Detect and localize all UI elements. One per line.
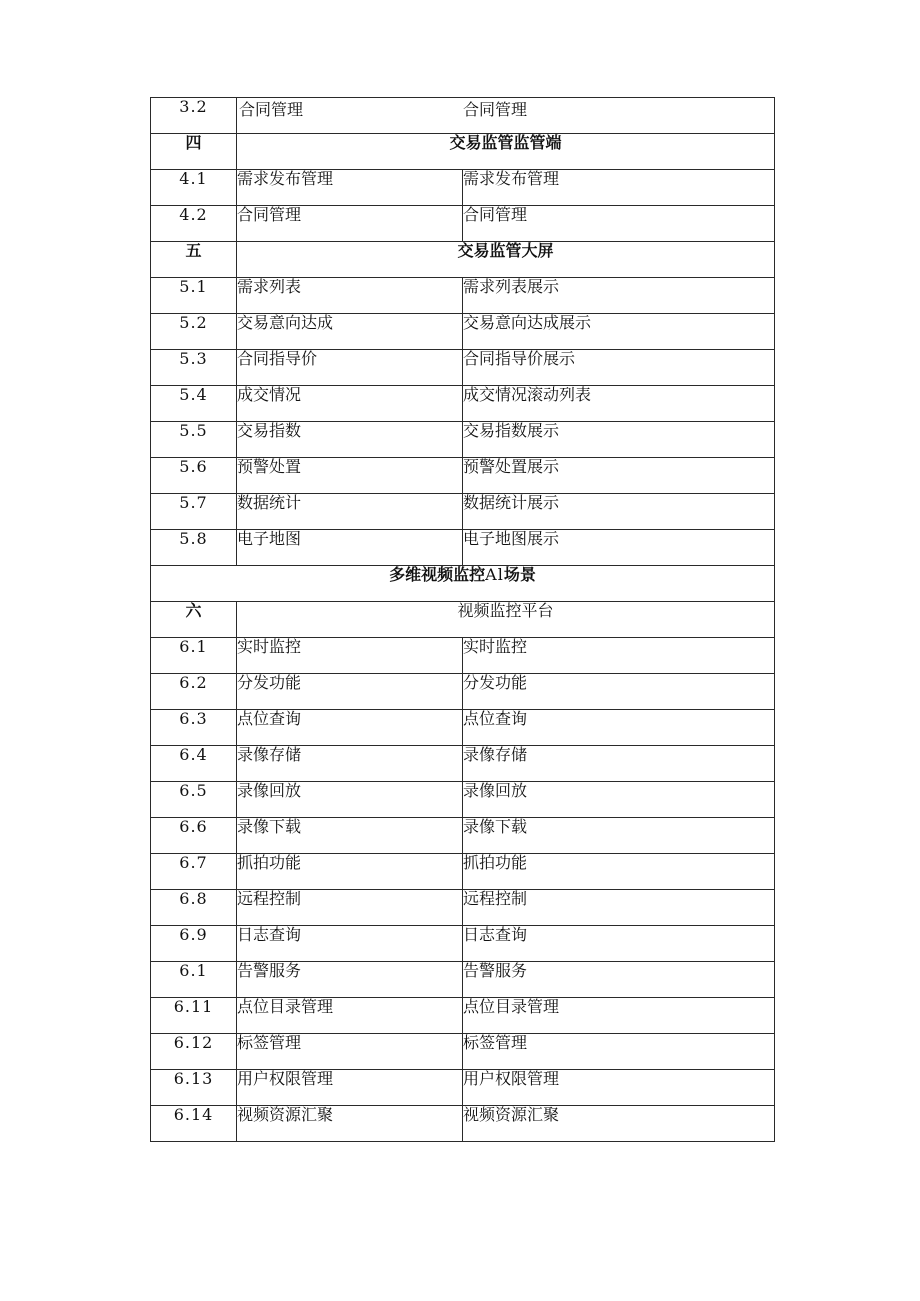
table-row	[151, 530, 775, 566]
section-header-row	[151, 602, 775, 638]
row-number: 6.8	[151, 890, 237, 926]
table-row	[151, 350, 775, 386]
row-description: 点位目录管理	[463, 998, 775, 1034]
row-name: 合同管理	[237, 206, 463, 242]
section-title: 交易监管大屏	[237, 242, 775, 278]
row-name: 成交情况	[237, 386, 463, 422]
row-description: 预警处置展示	[463, 458, 775, 494]
row-description: 成交情况滚动列表	[463, 386, 775, 422]
section-header-row	[151, 242, 775, 278]
row-name: 录像存储	[237, 746, 463, 782]
row-name: 实时监控	[237, 638, 463, 674]
row-number: 6.11	[151, 998, 237, 1034]
row-description: 数据统计展示	[463, 494, 775, 530]
row-description: 抓拍功能	[463, 854, 775, 890]
row-content	[237, 98, 775, 134]
section-header-row	[151, 134, 775, 170]
row-number: 6.1	[151, 638, 237, 674]
row-number: 6.1	[151, 962, 237, 998]
table-row	[151, 638, 775, 674]
row-number: 6.2	[151, 674, 237, 710]
row-description: 用户权限管理	[463, 1070, 775, 1106]
row-name: 录像回放	[237, 782, 463, 818]
table-row	[151, 386, 775, 422]
table-row	[151, 962, 775, 998]
section-number: 四	[151, 134, 237, 170]
row-number: 5.8	[151, 530, 237, 566]
row-number: 6.5	[151, 782, 237, 818]
group-title-ai: Al	[485, 565, 504, 584]
row-description: 标签管理	[463, 1034, 775, 1070]
row-description: 合同管理	[463, 206, 775, 242]
row-number: 6.3	[151, 710, 237, 746]
row-name: 录像下载	[237, 818, 463, 854]
row-name: 日志查询	[237, 926, 463, 962]
row-name: 告警服务	[237, 962, 463, 998]
table-row	[151, 746, 775, 782]
row-description: 合同指导价展示	[463, 350, 775, 386]
group-title	[151, 566, 775, 602]
row-description: 点位查询	[463, 710, 775, 746]
table-row	[151, 170, 775, 206]
row-number: 5.6	[151, 458, 237, 494]
row-description: 分发功能	[463, 674, 775, 710]
row-description: 日志查询	[463, 926, 775, 962]
row-number: 6.6	[151, 818, 237, 854]
row-name: 需求列表	[237, 278, 463, 314]
table-row	[151, 458, 775, 494]
table-row	[151, 890, 775, 926]
row-description: 视频资源汇聚	[463, 1106, 775, 1142]
row-name: 合同管理	[239, 100, 304, 119]
row-number: 5.7	[151, 494, 237, 530]
row-description: 交易指数展示	[463, 422, 775, 458]
table-row	[151, 710, 775, 746]
row-description: 录像回放	[463, 782, 775, 818]
row-number: 6.7	[151, 854, 237, 890]
row-number: 4.1	[151, 170, 237, 206]
row-number: 5.3	[151, 350, 237, 386]
row-name: 抓拍功能	[237, 854, 463, 890]
section-number: 六	[151, 602, 237, 638]
row-description: 录像存储	[463, 746, 775, 782]
table-row	[151, 98, 775, 134]
table-row	[151, 494, 775, 530]
row-description: 实时监控	[463, 638, 775, 674]
row-name: 标签管理	[237, 1034, 463, 1070]
section-number: 五	[151, 242, 237, 278]
row-name: 交易意向达成	[237, 314, 463, 350]
row-name: 分发功能	[237, 674, 463, 710]
row-description: 电子地图展示	[463, 530, 775, 566]
group-header-row	[151, 566, 775, 602]
row-number: 5.4	[151, 386, 237, 422]
table-row	[151, 998, 775, 1034]
group-title-prefix: 多维视频监控	[389, 565, 486, 584]
row-description: 录像下载	[463, 818, 775, 854]
table-row	[151, 926, 775, 962]
row-name: 点位目录管理	[237, 998, 463, 1034]
row-name: 远程控制	[237, 890, 463, 926]
table-row	[151, 854, 775, 890]
row-number: 6.14	[151, 1106, 237, 1142]
table-row	[151, 818, 775, 854]
row-number: 4.2	[151, 206, 237, 242]
row-number: 6.12	[151, 1034, 237, 1070]
row-number: 6.9	[151, 926, 237, 962]
row-number: 5.1	[151, 278, 237, 314]
row-description: 告警服务	[463, 962, 775, 998]
row-number: 5.5	[151, 422, 237, 458]
table-row	[151, 1034, 775, 1070]
row-name: 需求发布管理	[237, 170, 463, 206]
row-description: 合同管理	[463, 100, 528, 119]
row-name: 合同指导价	[237, 350, 463, 386]
row-description: 交易意向达成展示	[463, 314, 775, 350]
row-description: 需求发布管理	[463, 170, 775, 206]
row-name: 用户权限管理	[237, 1070, 463, 1106]
row-number: 3.2	[151, 98, 237, 134]
table-row	[151, 1070, 775, 1106]
table-row	[151, 674, 775, 710]
row-name: 预警处置	[237, 458, 463, 494]
row-name: 点位查询	[237, 710, 463, 746]
group-title-suffix: 场景	[503, 565, 536, 584]
row-name: 交易指数	[237, 422, 463, 458]
table-row	[151, 314, 775, 350]
table-row	[151, 782, 775, 818]
table-row	[151, 422, 775, 458]
row-description: 远程控制	[463, 890, 775, 926]
section-title: 交易监管监管端	[237, 134, 775, 170]
table-row	[151, 278, 775, 314]
row-name: 电子地图	[237, 530, 463, 566]
row-name: 视频资源汇聚	[237, 1106, 463, 1142]
function-list-table	[150, 97, 775, 1142]
table-row	[151, 1106, 775, 1142]
table-row	[151, 206, 775, 242]
row-number: 6.4	[151, 746, 237, 782]
row-description: 需求列表展示	[463, 278, 775, 314]
section-title: 视频监控平台	[237, 602, 775, 638]
row-number: 6.13	[151, 1070, 237, 1106]
row-name: 数据统计	[237, 494, 463, 530]
row-number: 5.2	[151, 314, 237, 350]
